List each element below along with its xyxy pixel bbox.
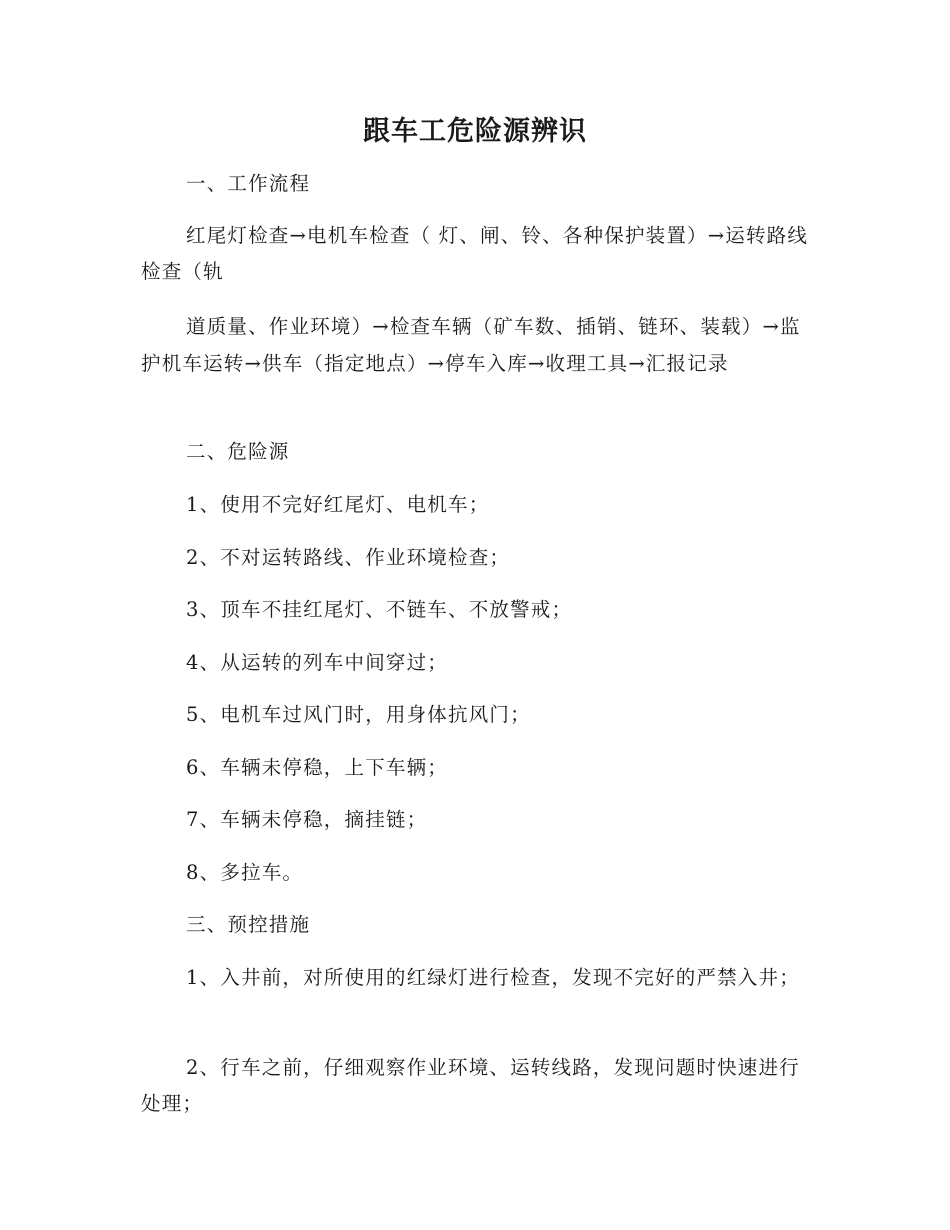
section-heading-controls: 三、预控措施 <box>186 913 311 936</box>
hazard-item-3: 3、顶车不挂红尾灯、不链车、不放警戒； <box>186 598 573 621</box>
document-title: 跟车工危险源辨识 <box>363 116 587 147</box>
hazard-item-7: 7、车辆未停稳，摘挂链； <box>186 808 428 831</box>
hazard-item-8: 8、多拉车。 <box>186 861 304 884</box>
control-measure-1: 1、入井前，对所使用的红绿灯进行检查，发现不完好的严禁入井； <box>186 966 800 989</box>
hazard-item-2: 2、不对运转路线、作业环境检查； <box>186 546 511 569</box>
hazard-item-1: 1、使用不完好红尾灯、电机车； <box>186 493 490 516</box>
workflow-paragraph-2: 道质量、作业环境）→检查车辆（矿车数、插销、链环、装载）→监护机车运转→供车（指定地点）→停车入库→收理工具→汇报记录 <box>141 315 801 375</box>
section-heading-hazards: 二、危险源 <box>186 440 290 463</box>
section-heading-workflow: 一、工作流程 <box>186 172 311 195</box>
workflow-paragraph-1: 红尾灯检查→电机车检查（ 灯、闸、铃、各种保护装置）→运转路线检查（轨 <box>141 224 809 283</box>
hazard-item-4: 4、从运转的列车中间穿过； <box>186 651 449 674</box>
hazard-item-6: 6、车辆未停稳，上下车辆； <box>186 756 449 779</box>
hazard-item-5: 5、电机车过风门时，用身体抗风门； <box>186 703 531 726</box>
control-measure-2: 2、行车之前，仔细观察作业环境、运转线路，发现问题时快速进行处理； <box>141 1056 800 1115</box>
